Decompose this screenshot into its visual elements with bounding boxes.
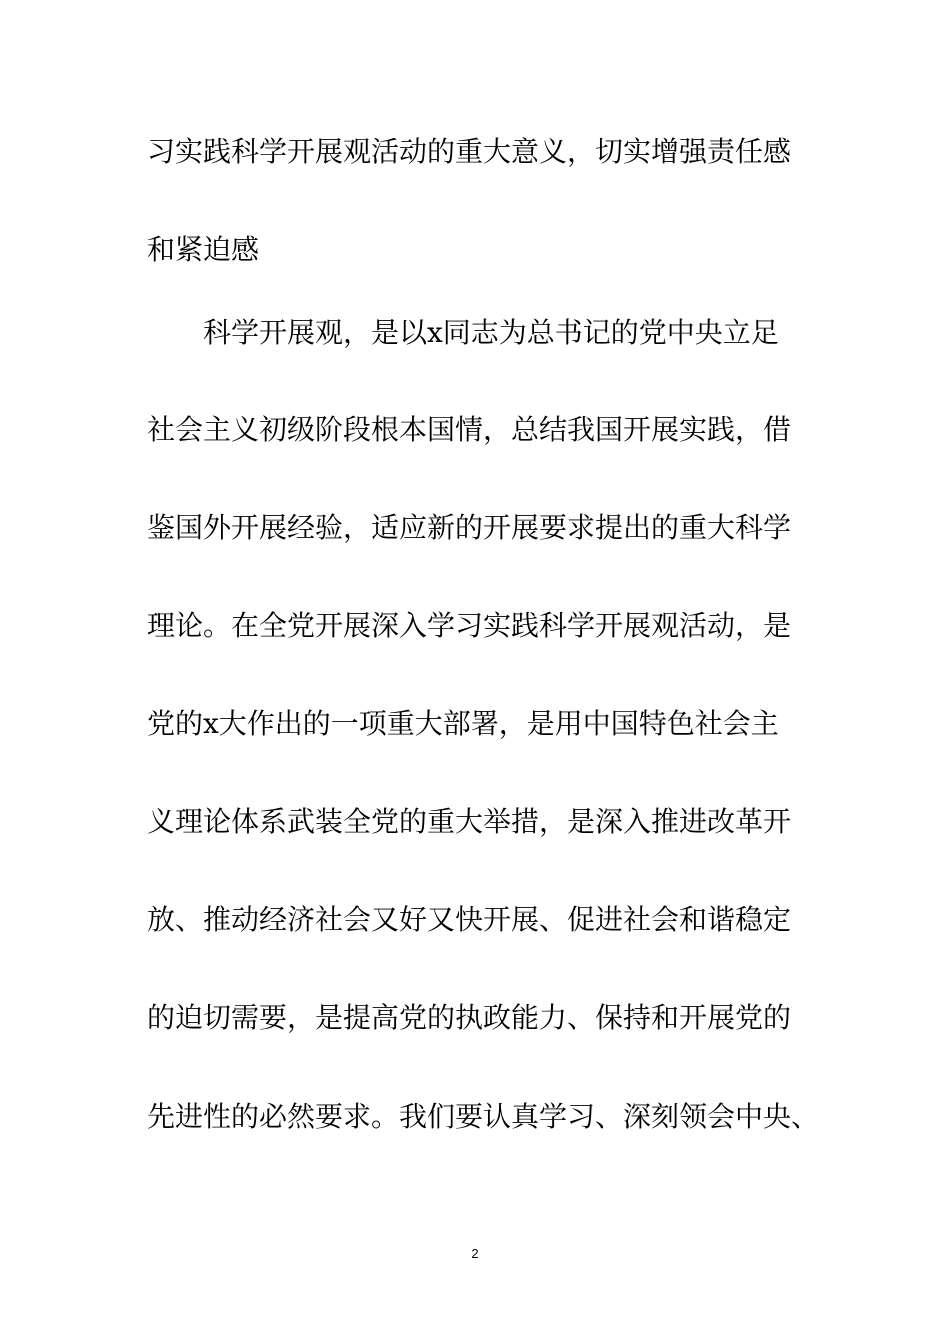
paragraph-first-line: 科学开展观，是以x同志为总书记的党中央立足 (203, 316, 779, 349)
text-line: 的迫切需要，是提高党的执政能力、保持和开展党的 (147, 1001, 792, 1034)
text-line: 义理论体系武装全党的重大举措，是深入推进改革开 (147, 805, 792, 838)
text-line: 和紧迫感 (147, 233, 260, 266)
text-line: 社会主义初级阶段根本国情，总结我国开展实践，借 (147, 413, 792, 446)
text-line: 党的x大作出的一项重大部署，是用中国特色社会主 (147, 707, 779, 740)
text-line: 理论。在全党开展深入学习实践科学开展观活动，是 (147, 609, 792, 642)
text-line: 先进性的必然要求。我们要认真学习、深刻领会中央、 (147, 1100, 820, 1133)
text-line: 鉴国外开展经验，适应新的开展要求提出的重大科学 (147, 511, 792, 544)
text-line: 放、推动经济社会又好又快开展、促进社会和谐稳定 (147, 903, 792, 936)
page-number: 2 (471, 1246, 479, 1261)
text-line: 习实践科学开展观活动的重大意义，切实增强责任感 (147, 135, 792, 168)
